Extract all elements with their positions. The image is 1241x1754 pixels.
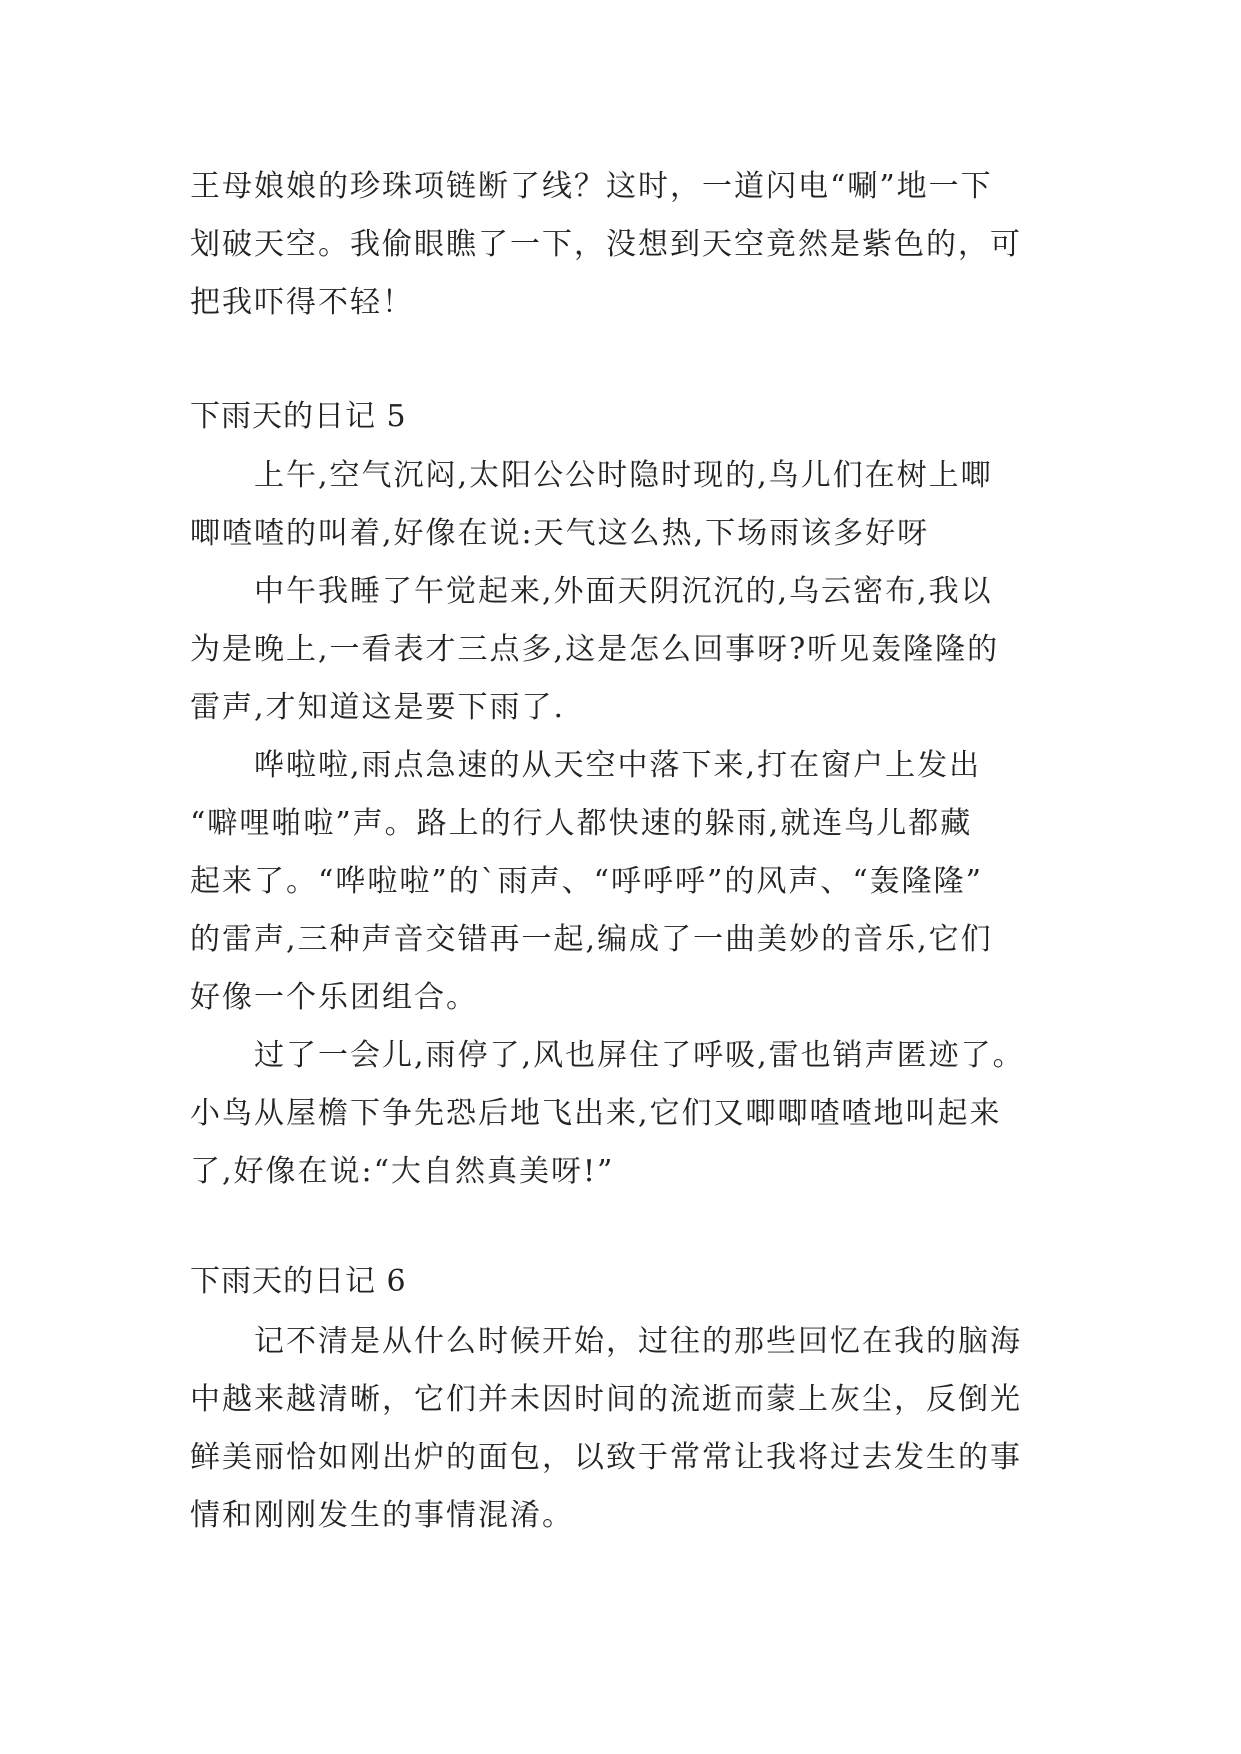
text-line: “噼哩啪啦”声。路上的行人都快速的躲雨,就连鸟儿都藏 [190, 806, 973, 841]
text-line: 为是晚上,一看表才三点多,这是怎么回事呀?听见轰隆隆的 [190, 632, 1000, 667]
text-line: 好像一个乐团组合。 [190, 980, 478, 1015]
section-5-body [190, 447, 1070, 1201]
section-6-title: 下雨天的日记 6 [190, 1264, 407, 1299]
text-line: 王母娘娘的珍珠项链断了线？这时，一道闪电“唰”地一下 [190, 169, 993, 204]
text-line: 雷声,才知道这是要下雨了. [190, 690, 566, 725]
text-line: 记不清是从什么时候开始，过往的那些回忆在我的脑海 [254, 1324, 1022, 1359]
text-line: 划破天空。我偷眼瞧了一下，没想到天空竟然是紫色的，可 [190, 227, 1022, 262]
text-line: 的雷声,三种声音交错再一起,编成了一曲美妙的音乐,它们 [190, 922, 993, 957]
text-line: 鲜美丽恰如刚出炉的面包，以致于常常让我将过去发生的事 [190, 1440, 1022, 1475]
text-line: 哗啦啦,雨点急速的从天空中落下来,打在窗户上发出 [254, 748, 982, 783]
text-line: 中越来越清晰，它们并未因时间的流逝而蒙上灰尘，反倒光 [190, 1382, 1022, 1417]
text-line: 上午,空气沉闷,太阳公公时隐时现的,鸟儿们在树上唧 [254, 458, 993, 493]
text-line: 中午我睡了午觉起来,外面天阴沉沉的,乌云密布,我以 [254, 574, 993, 609]
section-6-body [190, 1313, 1070, 1545]
text-line: 了,好像在说:“大自然真美呀!” [190, 1154, 615, 1189]
text-line: 过了一会儿,雨停了,风也屏住了呼吸,雷也销声匿迹了。 [254, 1038, 1025, 1073]
text-line: 把我吓得不轻！ [190, 285, 414, 320]
intro-paragraph [190, 158, 1070, 332]
text-line: 唧喳喳的叫着,好像在说:天气这么热,下场雨该多好呀 [190, 516, 930, 551]
text-line: 起来了。“哗啦啦”的`雨声、“呼呼呼”的风声、“轰隆隆” [190, 864, 984, 899]
text-line: 小鸟从屋檐下争先恐后地飞出来,它们又唧唧喳喳地叫起来 [190, 1096, 1002, 1131]
text-line: 情和刚刚发生的事情混淆。 [190, 1498, 574, 1533]
section-5-title: 下雨天的日记 5 [190, 399, 407, 434]
